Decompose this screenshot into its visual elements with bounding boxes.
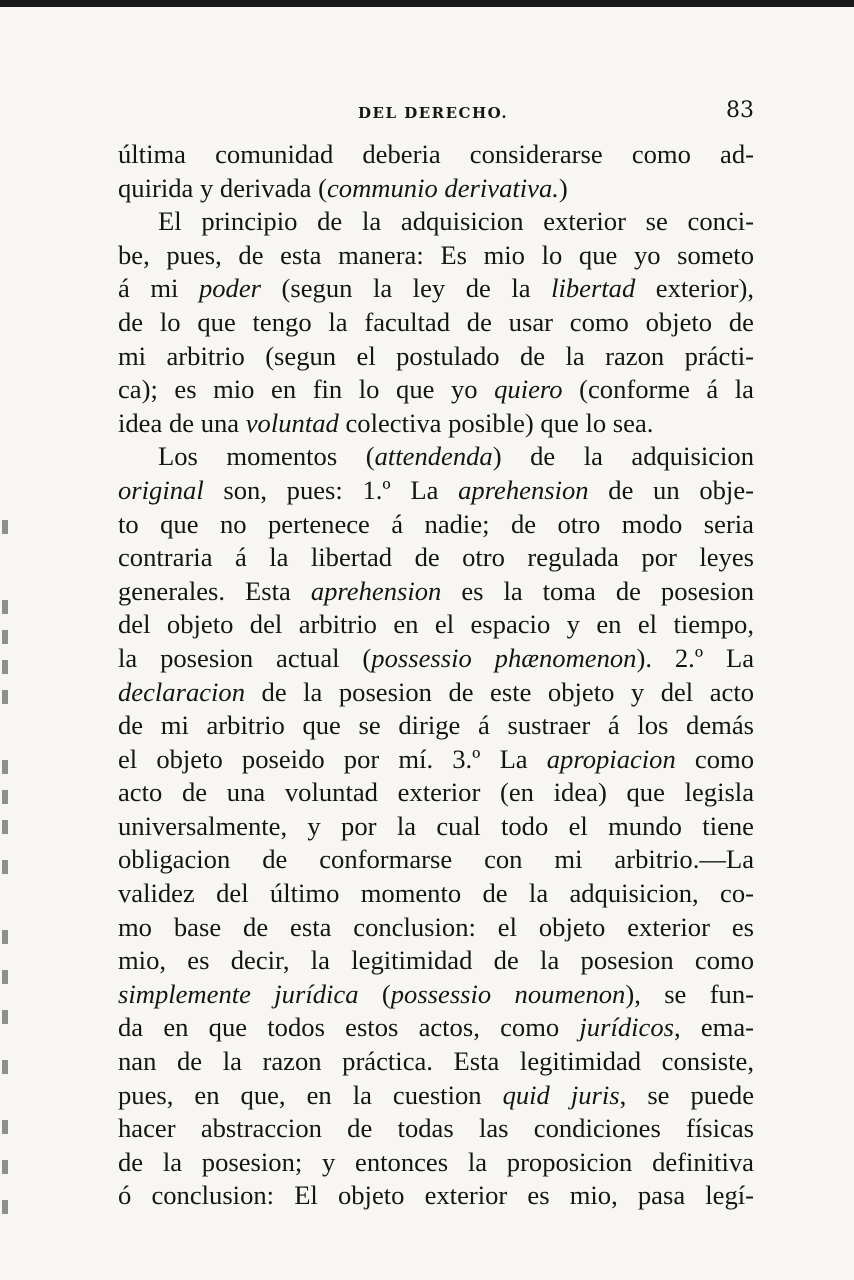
italic-term: aprehension (310, 575, 442, 606)
text-segment: hacer abstraccion de todas las condiciones físicas (118, 1113, 754, 1144)
italic-term: jurídicos (579, 1012, 674, 1043)
edge-mark (2, 790, 8, 804)
text-line (118, 1179, 754, 1213)
italic-term: possessio phænomenon (371, 642, 637, 673)
text-segment: exterior), (635, 273, 755, 304)
text-line (118, 340, 754, 374)
italic-term: apropiacion (546, 743, 676, 774)
text-line (118, 440, 754, 474)
text-line (118, 1045, 754, 1079)
edge-mark (2, 1160, 8, 1174)
text-segment: contraria á la libertad de otro regulada por leyes (118, 542, 754, 573)
edge-mark (2, 660, 8, 674)
text-line (118, 306, 754, 340)
text-segment: como (675, 743, 754, 774)
text-segment: de mi arbitrio que se dirige á sustraer á los demás (118, 710, 754, 741)
italic-term: simplemente jurídica (118, 978, 359, 1009)
text-segment: de la posesion de este objeto y del acto (245, 676, 754, 707)
text-segment: ca); es mio en fin lo que yo (118, 374, 495, 405)
text-segment: del objeto del arbitrio en el espacio y en el tiempo, (118, 609, 754, 640)
text-line (118, 172, 754, 206)
edge-mark (2, 630, 8, 644)
edge-mark (2, 760, 8, 774)
text-line (118, 608, 754, 642)
text-line (118, 810, 754, 844)
text-line (118, 407, 754, 441)
text-segment: Los momentos ( (158, 441, 375, 472)
text-line (118, 776, 754, 810)
text-segment: (conforme á la (562, 374, 754, 405)
text-line (118, 709, 754, 743)
text-line (118, 1146, 754, 1180)
text-segment: quirida y derivada ( (118, 172, 327, 203)
text-line (118, 743, 754, 777)
text-segment: ó conclusion: El objeto exterior es mio, pasa legí- (118, 1180, 754, 1211)
text-segment: da en que todos estos actos, como (118, 1012, 580, 1043)
edge-mark (2, 690, 8, 704)
text-segment: , se puede (619, 1079, 754, 1110)
text-line (118, 642, 754, 676)
text-segment: (segun la ley de la (261, 273, 552, 304)
text-segment: pues, en que, en la cuestion (118, 1079, 503, 1110)
text-line (118, 1112, 754, 1146)
edge-mark (2, 820, 8, 834)
text-segment: mio, es decir, la legitimidad de la posesion como (118, 945, 754, 976)
text-segment: generales. Esta (118, 575, 311, 606)
text-segment: la posesion actual ( (118, 642, 372, 673)
text-segment: son, pues: 1.º La (203, 474, 459, 505)
text-segment: mo base de esta conclusion: el objeto exterior es (118, 911, 754, 942)
text-line (118, 1079, 754, 1113)
top-border-rule (0, 0, 854, 7)
text-line (118, 911, 754, 945)
text-segment: idea de una (118, 407, 246, 438)
text-segment: de un obje- (588, 474, 754, 505)
edge-mark (2, 1010, 8, 1024)
text-line (118, 508, 754, 542)
text-segment: es la toma de posesion (441, 575, 754, 606)
text-line (118, 575, 754, 609)
text-line (118, 138, 754, 172)
text-segment: última comunidad deberia considerarse como ad- (118, 139, 754, 169)
text-segment: ) de la adquisicion (492, 441, 754, 472)
text-line (118, 272, 754, 306)
edge-mark (2, 860, 8, 874)
edge-mark (2, 600, 8, 614)
text-segment: ), se fun- (625, 978, 755, 1009)
italic-term: attendenda (374, 441, 493, 472)
text-segment: to que no pertenece á nadie; de otro modo seria (118, 508, 754, 539)
italic-term: libertad (551, 273, 636, 304)
text-segment: be, pues, de esta manera: Es mio lo que yo someto (118, 239, 754, 270)
text-segment: mi arbitrio (segun el postulado de la razon prácti- (118, 340, 754, 371)
text-line (118, 239, 754, 273)
italic-term: voluntad (245, 407, 339, 438)
italic-term: original (118, 474, 204, 505)
text-line (118, 1011, 754, 1045)
italic-term: possessio noumenon (390, 978, 626, 1009)
text-line (118, 474, 754, 508)
edge-mark (2, 970, 8, 984)
text-line (118, 373, 754, 407)
text-segment: colectiva posible) que lo sea. (338, 407, 654, 438)
page-number: 83 (726, 98, 754, 123)
edge-mark (2, 1200, 8, 1214)
text-line (118, 877, 754, 911)
italic-term: quiero (494, 374, 563, 405)
text-line (118, 944, 754, 978)
italic-term: poder (198, 273, 261, 304)
text-segment: ( (358, 978, 391, 1009)
italic-term: declaracion (118, 676, 246, 707)
running-title: DEL DERECHO. (358, 104, 509, 122)
text-segment: validez del último momento de la adquisicion, co- (118, 878, 754, 909)
text-segment: acto de una voluntad exterior (en idea) que legisla (118, 777, 754, 808)
edge-mark (2, 1060, 8, 1074)
body-text (118, 138, 754, 1213)
text-line (118, 843, 754, 877)
text-segment: el objeto poseido por mí. 3.º La (118, 743, 547, 774)
text-segment: de lo que tengo la facultad de usar como objeto de (118, 306, 754, 337)
text-line (118, 541, 754, 575)
text-segment: , ema- (673, 1012, 754, 1043)
text-segment: ). 2.º La (636, 642, 755, 673)
italic-term: quid juris (502, 1079, 620, 1110)
text-line (118, 205, 754, 239)
page-header (118, 98, 754, 132)
text-line (118, 676, 754, 710)
binding-edge-marks (0, 520, 18, 1240)
text-segment: obligacion de conformarse con mi arbitrio.—La (118, 844, 754, 875)
italic-term: aprehension (458, 474, 589, 505)
edge-mark (2, 520, 8, 534)
text-segment: nan de la razon práctica. Esta legitimidad consiste, (118, 1046, 754, 1077)
edge-mark (2, 930, 8, 944)
text-segment: universalmente, y por la cual todo el mundo tiene (118, 810, 754, 841)
italic-term: communio derivativa. (326, 172, 559, 203)
text-segment: á mi (118, 273, 199, 304)
text-segment: ) (558, 172, 568, 203)
edge-mark (2, 1120, 8, 1134)
text-line (118, 978, 754, 1012)
text-segment: El principio de la adquisicion exterior se conci- (158, 206, 754, 237)
text-segment: de la posesion; y entonces la proposicion definitiva (118, 1146, 754, 1177)
